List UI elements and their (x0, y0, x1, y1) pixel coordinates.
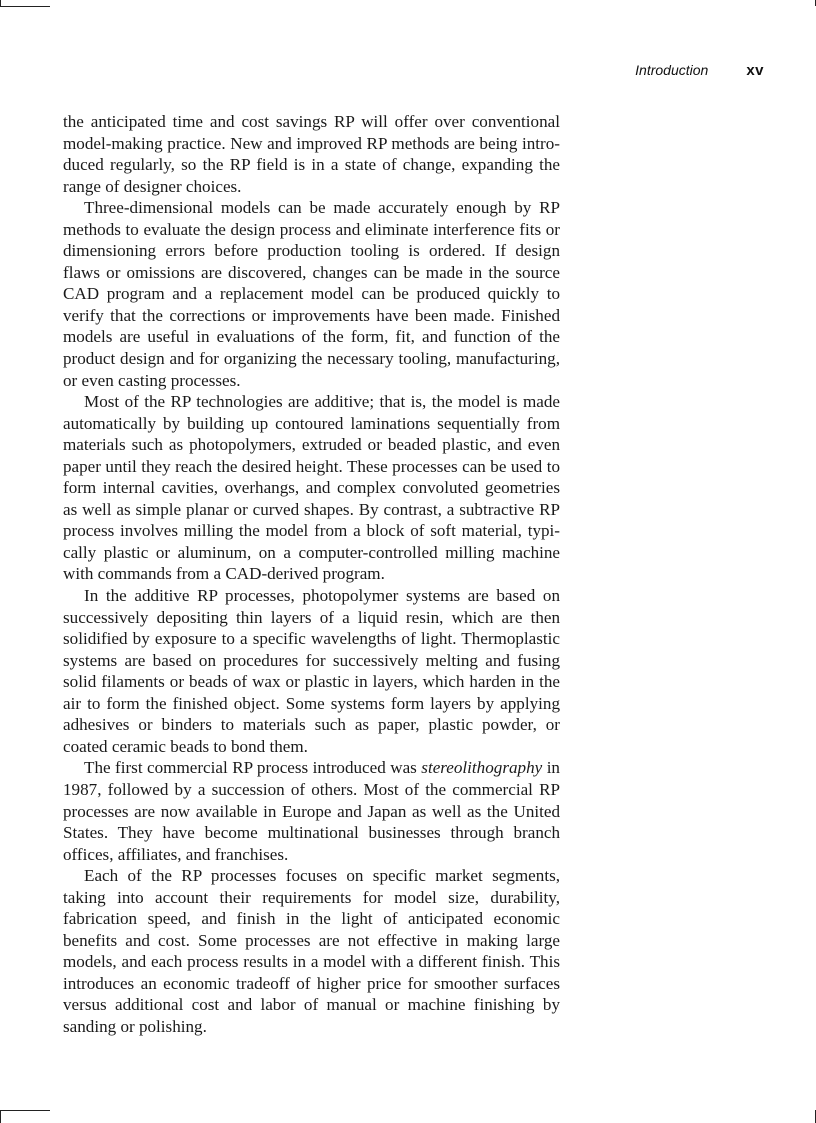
paragraph: Most of the RP technologies are additive; that is, the model is made automatically by building up contoured laminations sequentially from materials such as photopolymers, extruded or beaded plastic, and even paper until they reach the desired height. These processes can be used to form internal cavities, overhangs, and complex convoluted geometries as well as simple planar or curved shapes. By contrast, a subtractive RP process involves milling the model from a block of soft material, typically plastic or aluminum, on a computer-controlled milling machine with commands from a CAD-derived program. (63, 392, 560, 584)
crop-mark-bottom-left (0, 1110, 50, 1111)
emphasized-term: stereolithography (421, 758, 543, 778)
page-number: xv (746, 62, 764, 79)
running-title: Introduction (635, 62, 709, 78)
paragraph-text: in 1987, followed by a succession of others. Most of the commercial RP processes are now available in Europe and Japan as well as the United States. They have become multinational businesses through branch offices, affiliates, and franchises. (63, 758, 560, 864)
running-head (635, 62, 764, 79)
crop-mark-left-top (0, 0, 1, 6)
paragraph-continued: the anticipated time and cost savings RP will offer over conventional model-making practice. New and improved RP methods are being introduced regularly, so the RP field is in a state of change, expanding the range of designer choices. (63, 112, 560, 196)
paragraph-text: The first commercial RP process introduced was (84, 758, 422, 778)
paragraph: In the additive RP processes, photopolymer systems are based on successively depositing thin layers of a liquid resin, which are then solidified by exposure to a specific wavelengths of light. Thermoplastic systems are based on procedures for successively melting and fusing solid filaments or beads of wax or plastic in layers, which harden in the air to form the finished object. Some systems form layers by applying adhesives or binders to materials such as paper, plastic powder, or coated ceramic beads to bond them. (63, 586, 560, 756)
crop-mark-top-left (0, 6, 50, 7)
body-text (63, 111, 560, 1038)
paragraph (63, 757, 560, 865)
paragraph: Each of the RP processes focuses on specific market segments, taking into account their requirements for model size, durability, fabrication speed, and finish in the light of anticipated economic benefits and cost. Some processes are not effective in making large models, and each process results in a model with a different finish. This introduces an economic tradeoff of higher price for smoother surfaces versus additional cost and labor of manual or machine finishing by sanding or polishing. (63, 866, 560, 1036)
crop-mark-left-bottom (0, 1110, 1, 1123)
paragraph: Three-dimensional models can be made accurately enough by RP methods to evaluate the design process and eliminate interference fits or dimensioning errors before production tooling is ordered. If design flaws or omissions are discovered, changes can be made in the source CAD program and a replacement model can be produced quickly to verify that the corrections or improvements have been made. Finished models are useful in evaluations of the form, fit, and function of the product design and for organizing the necessary tooling, manufacturing, or even casting processes. (63, 198, 560, 390)
